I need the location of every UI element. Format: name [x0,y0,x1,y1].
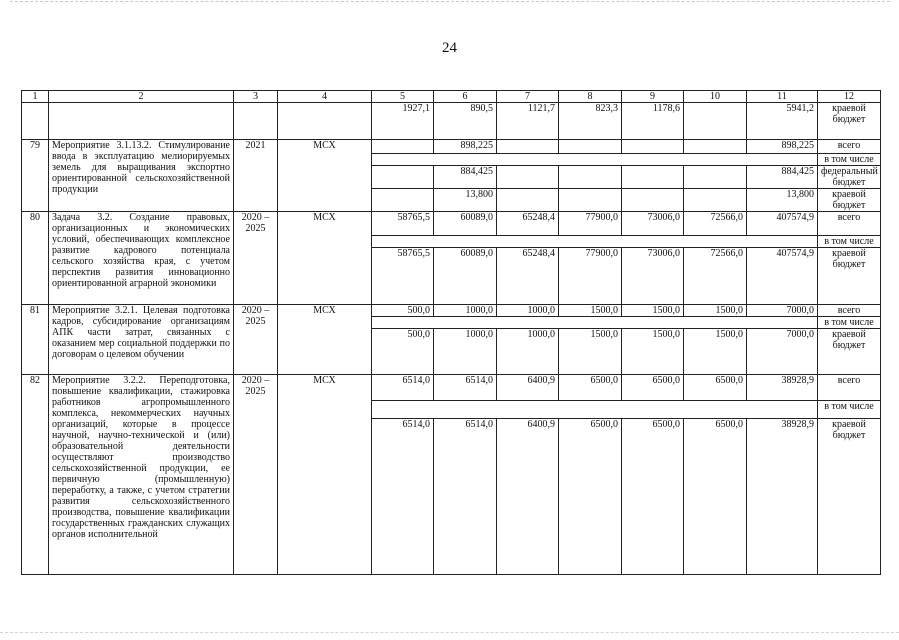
value-cell: 6514,0 [372,375,434,401]
value-cell: 898,225 [434,140,497,154]
value-cell: 1178,6 [622,103,684,140]
funding-source: в том числе [818,154,881,166]
column-number-header: 4 [278,91,372,103]
funding-source: всего [818,305,881,317]
header-row [22,91,881,103]
value-cell: 77900,0 [559,212,622,236]
value-cell: 77900,0 [559,248,622,305]
value-cell: 38928,9 [747,419,818,575]
value-cell: 1500,0 [622,305,684,317]
value-cell: 823,3 [559,103,622,140]
column-number-header: 8 [559,91,622,103]
value-cell: 6500,0 [622,419,684,575]
program-table [21,90,881,575]
column-number-header: 7 [497,91,559,103]
value-cell [684,140,747,154]
value-cell: 58765,5 [372,248,434,305]
value-cell: 7000,0 [747,329,818,375]
value-cell [559,189,622,212]
value-cell: 1000,0 [497,329,559,375]
measure-name: Задача 3.2. Создание правовых, организационных и экономических условий, обеспечивающих комплексное развитие кадрового потенциала сельского хозяйства края, с учетом перспектив развития инновационно ориентированной аграрной экономики [49,212,234,305]
value-cell: 1121,7 [497,103,559,140]
value-cell: 6400,9 [497,375,559,401]
value-cell [622,166,684,189]
value-cell: 6514,0 [372,419,434,575]
column-number-header: 9 [622,91,684,103]
empty-cells [372,154,818,166]
value-cell: 1927,1 [372,103,434,140]
value-cell: 72566,0 [684,248,747,305]
column-number-header: 10 [684,91,747,103]
value-cell: 407574,9 [747,212,818,236]
value-cell: 500,0 [372,329,434,375]
value-cell [497,166,559,189]
value-cell [622,140,684,154]
value-cell [497,189,559,212]
value-cell: 884,425 [434,166,497,189]
funding-source: всего [818,212,881,236]
value-cell: 1500,0 [684,329,747,375]
value-cell: 6400,9 [497,419,559,575]
funding-source: всего [818,140,881,154]
measure-name: Мероприятие 3.2.2. Переподготовка, повышение квалификации, стажировка работников агропромышленного комплекса, некоммерческих научных организаций, которые в процессе научной, научно-технической и (или) образовательной деятельности осуществляют производство сельскохозяйственной продукции, ее первичную (промышленную) переработку, а также, с учетом стратегии развития сельскохозяйственного производства, повышение квалификации государственных гражданских служащих органов исполнительной [49,375,234,575]
funding-source: краевой бюджет [818,248,881,305]
value-cell [372,166,434,189]
value-cell: 6500,0 [684,375,747,401]
value-cell: 5941,2 [747,103,818,140]
value-cell: 898,225 [747,140,818,154]
value-cell: 60089,0 [434,248,497,305]
value-cell [497,140,559,154]
row-number: 80 [22,212,49,305]
column-number-header: 2 [49,91,234,103]
table-row [22,212,881,236]
page-top-edge [10,1,890,2]
row-number: 82 [22,375,49,575]
column-number-header: 12 [818,91,881,103]
value-cell: 6500,0 [559,419,622,575]
column-number-header: 1 [22,91,49,103]
value-cell: 6514,0 [434,419,497,575]
funding-source: в том числе [818,401,881,419]
value-cell [372,189,434,212]
period: 2020 – 2025 [234,375,278,575]
value-cell [372,140,434,154]
column-number-header: 5 [372,91,434,103]
funding-source: всего [818,375,881,401]
value-cell: 7000,0 [747,305,818,317]
value-cell: 1500,0 [684,305,747,317]
value-cell: 65248,4 [497,248,559,305]
value-cell: 1500,0 [559,305,622,317]
value-cell: 73006,0 [622,248,684,305]
value-cell: 6500,0 [559,375,622,401]
value-cell: 6514,0 [434,375,497,401]
value-cell: 884,425 [747,166,818,189]
period: 2021 [234,140,278,212]
row-number: 81 [22,305,49,375]
column-number-header: 11 [747,91,818,103]
value-cell: 38928,9 [747,375,818,401]
funding-source: в том числе [818,236,881,248]
measure-name: Мероприятие 3.2.1. Целевая подготовка кадров, субсидирование организациям АПК части затрат, связанных с оказанием мер социальной поддержки по договорам о целевом обучении [49,305,234,375]
value-cell: 13,800 [434,189,497,212]
executor: МСХ [278,140,372,212]
value-cell [559,140,622,154]
table-row [22,305,881,317]
value-cell: 13,800 [747,189,818,212]
row-number: 79 [22,140,49,212]
value-cell: 890,5 [434,103,497,140]
value-cell [559,166,622,189]
funding-source: краевой бюджет [818,189,881,212]
table-row [22,103,881,140]
value-cell: 1500,0 [622,329,684,375]
executor: МСХ [278,212,372,305]
column-number-header: 6 [434,91,497,103]
funding-source: краевой бюджет [818,329,881,375]
value-cell: 500,0 [372,305,434,317]
executor: МСХ [278,375,372,575]
table-row [22,140,881,154]
value-cell [622,189,684,212]
funding-source: в том числе [818,317,881,329]
value-cell: 407574,9 [747,248,818,305]
value-cell: 6500,0 [622,375,684,401]
funding-source: краевой бюджет [818,419,881,575]
page-number: 24 [442,40,457,56]
value-cell: 58765,5 [372,212,434,236]
period: 2020 – 2025 [234,305,278,375]
measure-name: Мероприятие 3.1.13.2. Стимулирование ввода в эксплуатацию мелиорируемых земель для выращивания экспортно ориентированной сельскохозяйственной продукции [49,140,234,212]
value-cell [684,103,747,140]
funding-source: краевой бюджет [818,103,881,140]
empty-cells [372,236,818,248]
value-cell [684,166,747,189]
value-cell: 1000,0 [434,305,497,317]
period: 2020 – 2025 [234,212,278,305]
empty-cells [372,401,818,419]
value-cell [684,189,747,212]
value-cell: 72566,0 [684,212,747,236]
page-bottom-edge [0,632,899,633]
value-cell: 1000,0 [434,329,497,375]
value-cell: 1000,0 [497,305,559,317]
value-cell: 1500,0 [559,329,622,375]
value-cell: 73006,0 [622,212,684,236]
value-cell: 65248,4 [497,212,559,236]
column-number-header: 3 [234,91,278,103]
value-cell: 60089,0 [434,212,497,236]
empty-cells [372,317,818,329]
value-cell: 6500,0 [684,419,747,575]
executor: МСХ [278,305,372,375]
table-row [22,375,881,401]
funding-source: федеральный бюджет [818,166,881,189]
